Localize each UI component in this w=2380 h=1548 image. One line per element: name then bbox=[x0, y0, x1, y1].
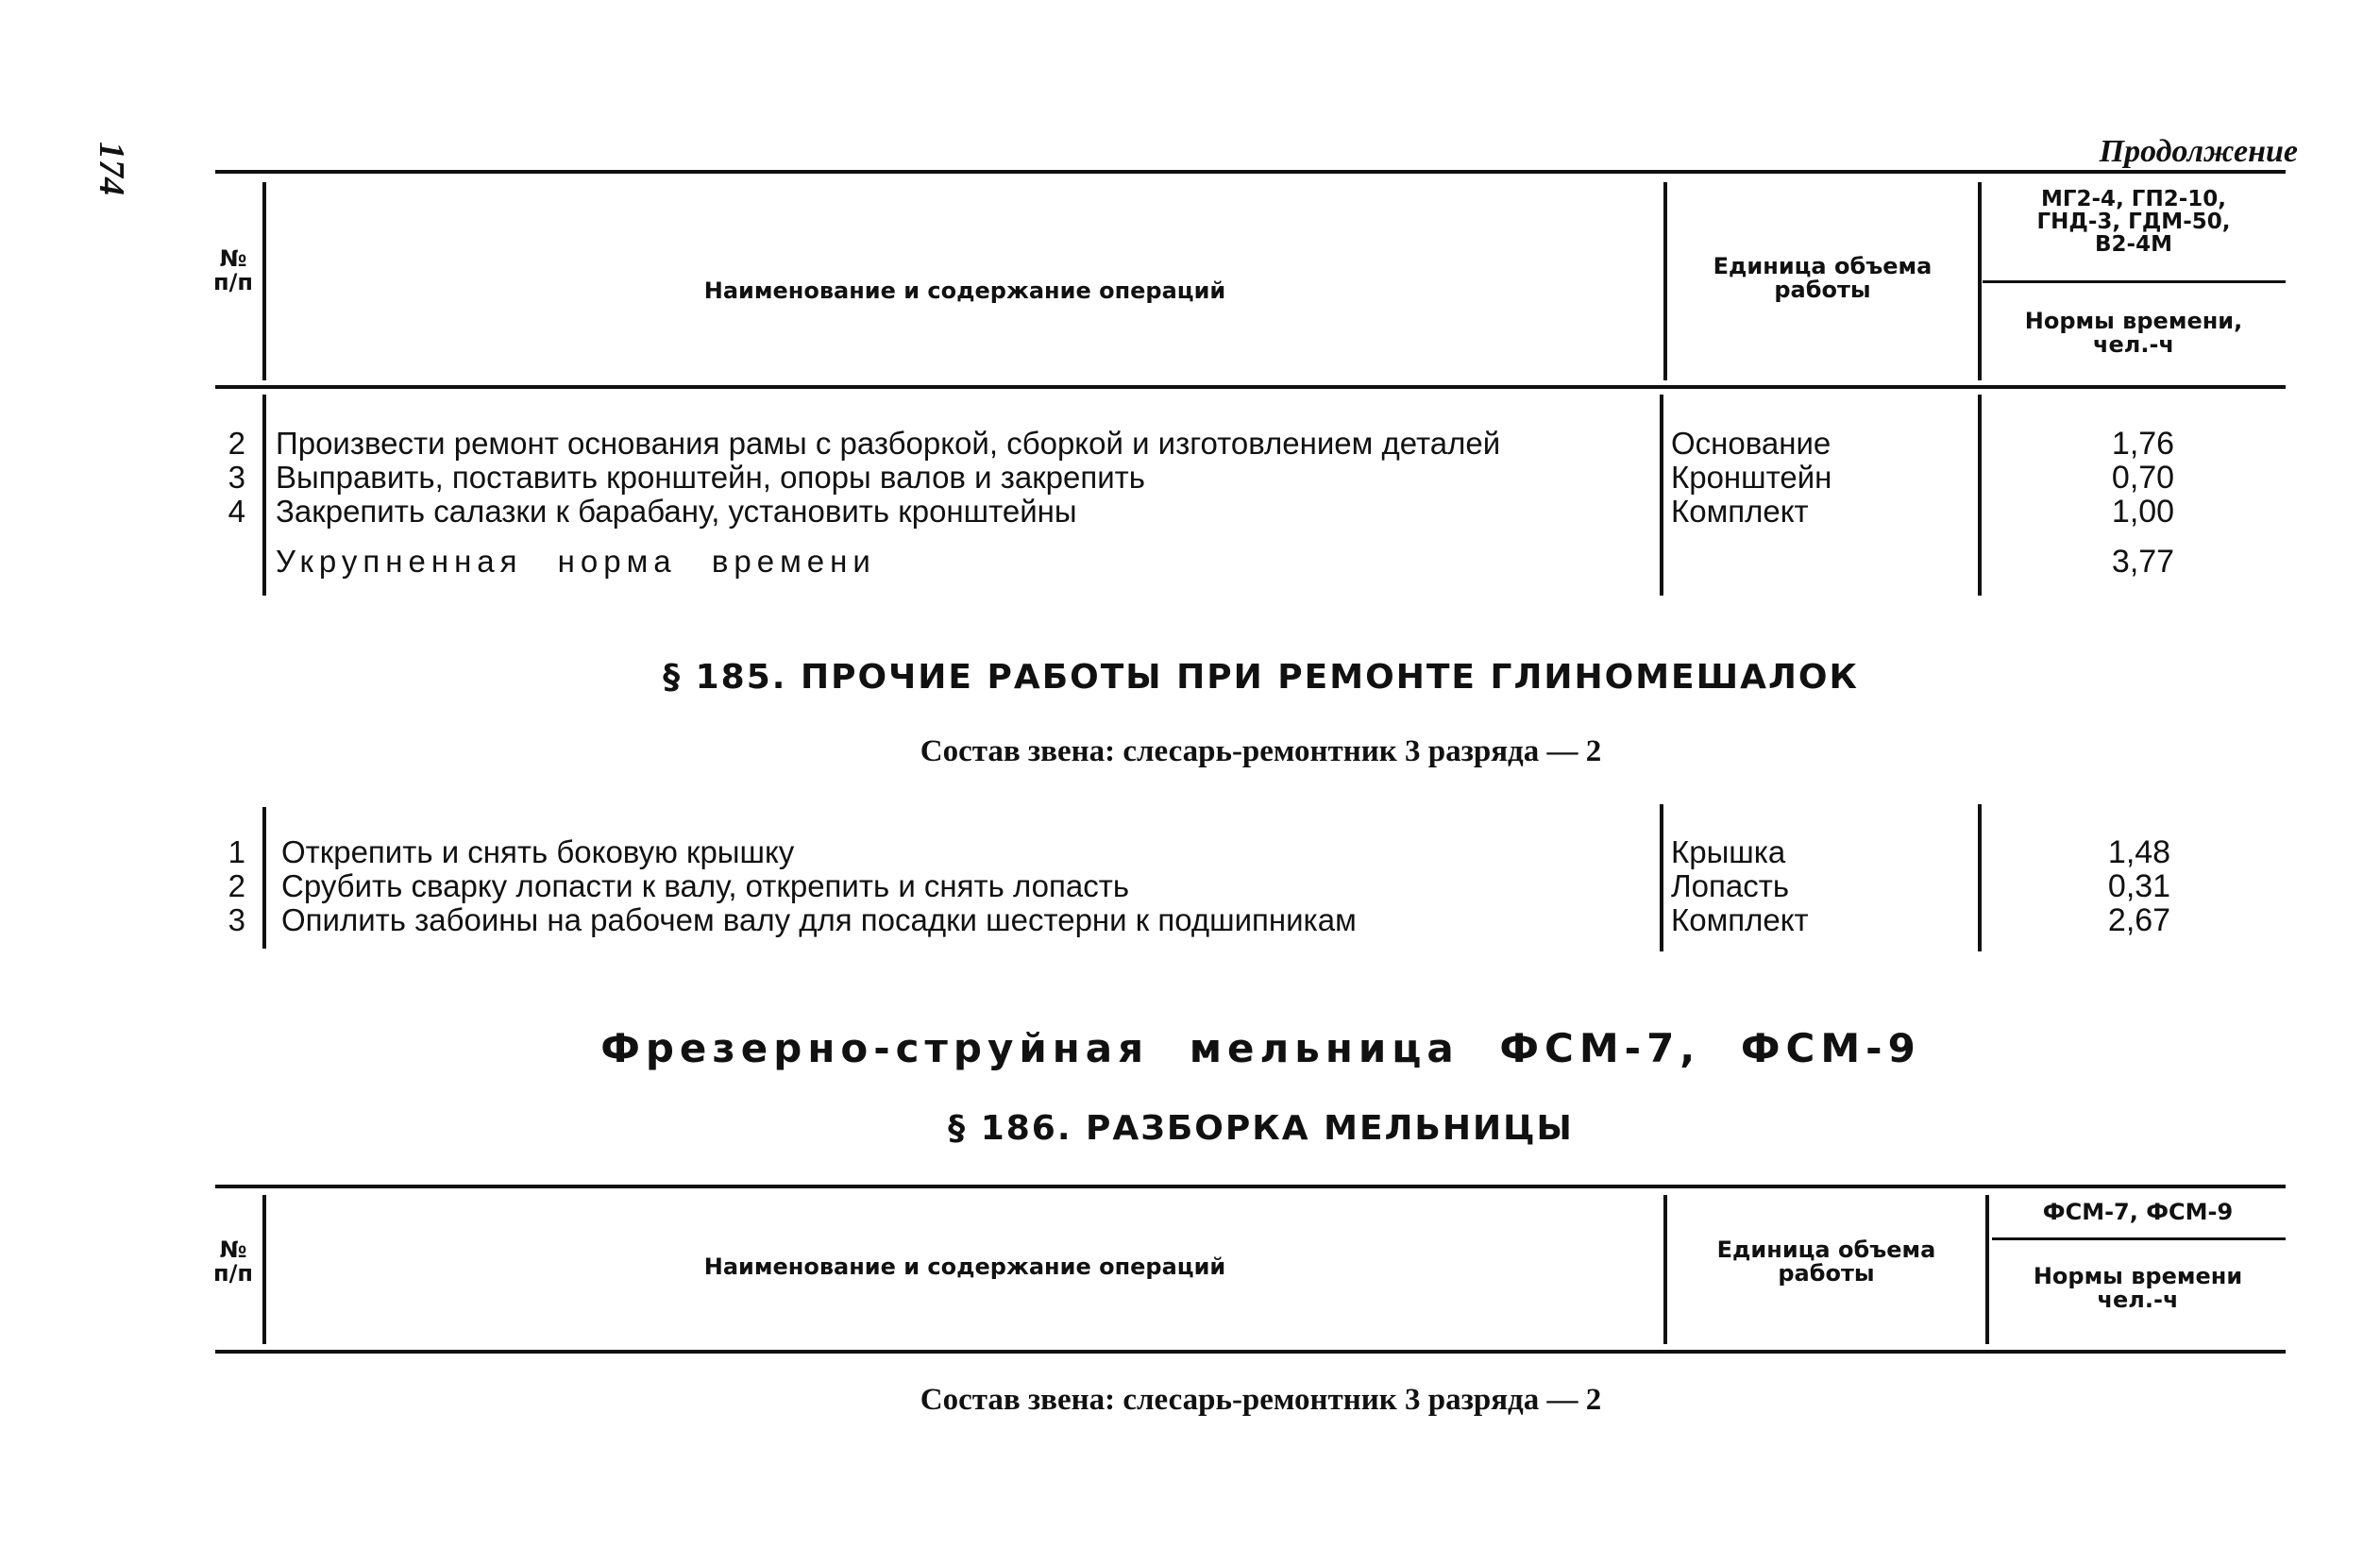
section185-row-unit: Крышка bbox=[1671, 834, 1786, 869]
section185-row-num: 2 bbox=[228, 868, 245, 903]
section186-bottom-rule bbox=[215, 1350, 2286, 1354]
table1-row-value: 0,70 bbox=[2111, 460, 2175, 496]
table1-body-divider-num bbox=[262, 395, 266, 596]
section185-row-text: Открепить и снять боковую крышку bbox=[281, 834, 795, 869]
section186-top-rule bbox=[215, 1185, 2286, 1188]
table1-total-label: Укрупненная норма времени bbox=[276, 544, 876, 579]
table1-body-divider-unit bbox=[1978, 395, 1982, 596]
table1-row-value: 1,76 bbox=[2111, 426, 2175, 462]
section185-crew: Состав звена: слесарь-ремонтник 3 разряда — 2 bbox=[920, 734, 1602, 768]
table1-row-num: 4 bbox=[228, 494, 245, 529]
table1-models-header: МГ2-4, ГП2-10, ГНД-3, ГДМ-50, В2-4М bbox=[2036, 187, 2231, 258]
table1-name-header: Наименование и содержание операций bbox=[703, 278, 1226, 304]
table1-norms-header: Нормы времени, чел.-ч bbox=[2024, 308, 2243, 359]
section185-row-unit: Лопасть bbox=[1671, 868, 1790, 903]
section185-row-value: 1,48 bbox=[2107, 834, 2171, 870]
table1-top-rule bbox=[215, 170, 2286, 174]
table1-models-rule bbox=[1983, 280, 2286, 283]
section186-divider-unit bbox=[1985, 1195, 1989, 1344]
section186-num-header: № п/п bbox=[213, 1237, 253, 1287]
section186-models-rule bbox=[1992, 1237, 2286, 1240]
table1-row-num: 3 bbox=[228, 460, 245, 495]
table1-num-header: № п/п bbox=[213, 245, 253, 296]
section185-row-num: 3 bbox=[228, 902, 245, 937]
table1-row-num: 2 bbox=[228, 426, 245, 461]
section186-title: § 186. РАЗБОРКА МЕЛЬНИЦЫ bbox=[948, 1109, 1574, 1148]
section185-row-text: Опилить забоины на рабочем валу для посадки шестерни к подшипникам bbox=[281, 902, 1357, 937]
section186-models-header: ФСМ-7, ФСМ-9 bbox=[2042, 1199, 2234, 1225]
table1-row-unit: Основание bbox=[1671, 426, 1831, 461]
section185-divider-unit bbox=[1978, 804, 1982, 951]
table1-row-unit: Комплект bbox=[1671, 494, 1809, 529]
section185-divider-num bbox=[262, 807, 266, 949]
table1-unit-header: Единица объема работы bbox=[1713, 253, 1933, 304]
table1-row-unit: Кронштейн bbox=[1671, 460, 1832, 495]
page-number: 174 bbox=[92, 142, 131, 195]
section186-unit-header: Единица объема работы bbox=[1716, 1237, 1936, 1287]
continuation-label: Продолжение bbox=[2099, 134, 2298, 169]
table1-total-value: 3,77 bbox=[2111, 544, 2175, 580]
section186-crew: Состав звена: слесарь-ремонтник 3 разряда — 2 bbox=[920, 1383, 1602, 1417]
section185-row-num: 1 bbox=[228, 834, 245, 869]
section185-row-value: 2,67 bbox=[2107, 902, 2171, 938]
section185-divider-name bbox=[1660, 804, 1663, 951]
table1-row-text: Произвести ремонт основания рамы с разборкой, сборкой и изготовлением деталей bbox=[276, 426, 1501, 461]
table1-divider-unit bbox=[1978, 182, 1982, 380]
table1-row-text: Выправить, поставить кронштейн, опоры валов и закрепить bbox=[276, 460, 1145, 495]
section185-row-unit: Комплект bbox=[1671, 902, 1809, 937]
section186-name-header: Наименование и содержание операций bbox=[703, 1254, 1226, 1280]
table1-body-divider-name bbox=[1660, 395, 1663, 596]
table1-row-text: Закрепить салазки к барабану, установить кронштейны bbox=[276, 494, 1077, 529]
section185-row-text: Срубить сварку лопасти к валу, открепить и снять лопасть bbox=[281, 868, 1130, 903]
section185-row-value: 0,31 bbox=[2107, 868, 2171, 904]
table1-header-rule bbox=[215, 385, 2286, 389]
section185-title: § 185. ПРОЧИЕ РАБОТЫ ПРИ РЕМОНТЕ ГЛИНОМЕШАЛОК bbox=[663, 658, 1859, 697]
section186-norms-header: Нормы времени чел.-ч bbox=[2033, 1263, 2243, 1314]
table1-row-value: 1,00 bbox=[2111, 494, 2175, 530]
subject-title: Фрезерно-струйная мельница ФСМ-7, ФСМ-9 bbox=[600, 1025, 1921, 1071]
